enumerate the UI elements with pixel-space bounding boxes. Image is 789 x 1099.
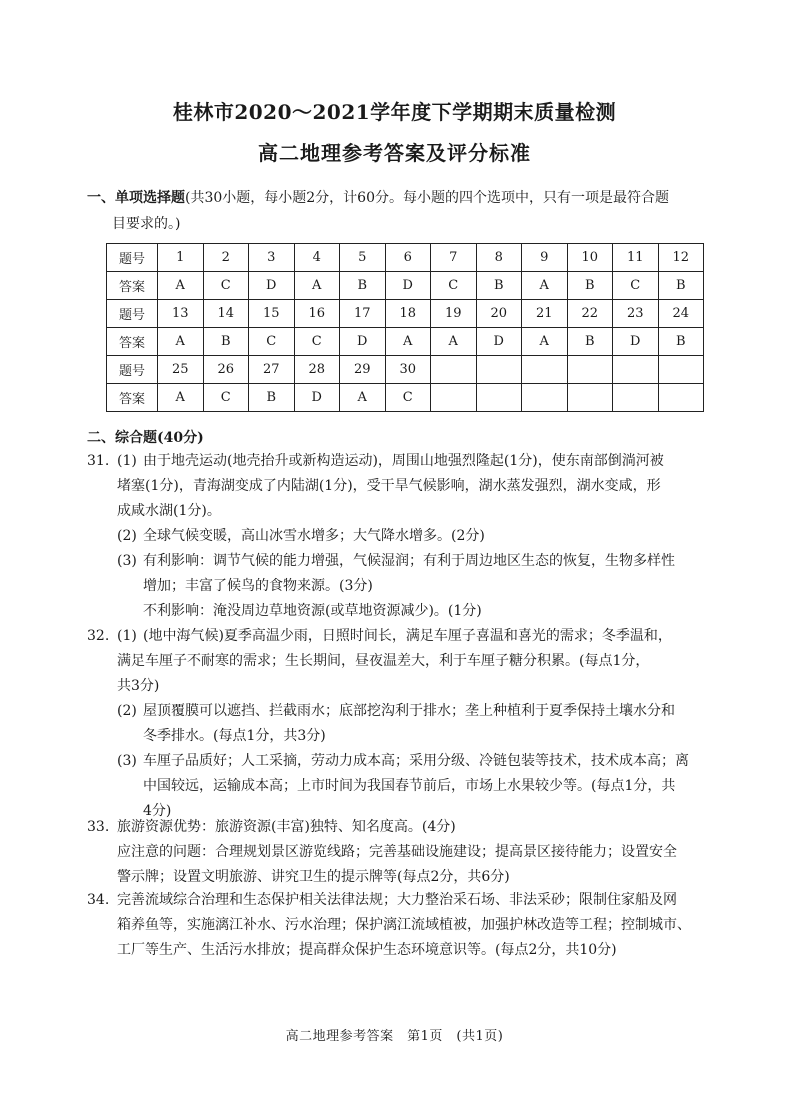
exam-subtitle: 高二地理参考答案及评分标准 [258, 141, 531, 165]
part-number: (2) [117, 703, 137, 719]
table-cell: B [249, 384, 295, 412]
answer-line: 屋顶覆膜可以遮挡、拦截雨水；底部挖沟利于排水；垄上种植利于夏季保持土壤水分和 [143, 703, 675, 719]
table-row-question-numbers [107, 300, 704, 328]
answer-line: 应注意的问题：合理规划景区游览线路；完善基础设施建设；提高景区接待能力；设置安全 [117, 844, 677, 860]
table-cell: C [613, 272, 659, 300]
table-cell: 15 [249, 300, 295, 328]
table-cell: D [249, 272, 295, 300]
table-cell [613, 356, 659, 384]
table-cell: B [203, 328, 249, 356]
table-cell: 14 [203, 300, 249, 328]
table-cell: D [385, 272, 431, 300]
table-cell: B [476, 272, 522, 300]
table-cell: 30 [385, 356, 431, 384]
answer-line: 增加；丰富了候鸟的食物来源。(3分) [143, 578, 373, 594]
table-row-header: 答案 [107, 384, 158, 412]
section-comprehensive-heading: 二、综合题(40分) [87, 430, 204, 446]
section-choice-desc-line1: (共30小题，每小题2分，计60分。每小题的四个选项中，只有一项是最符合题 [185, 190, 669, 206]
table-cell: B [658, 272, 704, 300]
table-row-header: 答案 [107, 328, 158, 356]
table-cell: A [340, 384, 386, 412]
table-cell [431, 356, 477, 384]
table-cell: 4 [294, 244, 340, 272]
answer-line: 旅游资源优势：旅游资源(丰富)独特、知名度高。(4分) [117, 819, 456, 835]
table-cell: C [203, 384, 249, 412]
table-cell: D [340, 328, 386, 356]
table-cell: 24 [658, 300, 704, 328]
answer-line: 冬季排水。(每点1分，共3分) [143, 728, 326, 744]
exam-title: 桂林市2020～2021学年度下学期期末质量检测 [172, 100, 617, 124]
answer-line: 箱养鱼等，实施漓江补水、污水治理；保护漓江流域植被，加强护林改造等工程；控制城市、 [117, 917, 691, 933]
answer-line: 4分) [143, 803, 172, 819]
question-number: 34. [87, 892, 110, 908]
question-number: 33. [87, 819, 110, 835]
table-cell [522, 384, 568, 412]
table-cell: A [294, 272, 340, 300]
part-number: (3) [117, 553, 137, 569]
table-cell: C [203, 272, 249, 300]
table-cell: B [567, 272, 613, 300]
table-cell: A [385, 328, 431, 356]
answer-line: 警示牌；设置文明旅游、讲究卫生的提示牌等(每点2分，共6分) [117, 869, 510, 885]
table-cell [476, 356, 522, 384]
answer-line: 工厂等生产、生活污水排放；提高群众保护生态环境意识等。(每点2分，共10分) [117, 942, 617, 958]
table-cell: 16 [294, 300, 340, 328]
table-row-header: 答案 [107, 272, 158, 300]
table-cell: C [385, 384, 431, 412]
page-footer: 高二地理参考答案 第1页 (共1页) [285, 1029, 504, 1044]
table-cell: 28 [294, 356, 340, 384]
table-cell: 27 [249, 356, 295, 384]
section-choice-desc-line2: 目要求的。) [112, 216, 181, 232]
table-cell: C [249, 328, 295, 356]
question-31 [87, 449, 727, 624]
table-cell: 19 [431, 300, 477, 328]
table-cell: A [522, 272, 568, 300]
section-choice-heading: 一、单项选择题 [87, 190, 185, 206]
table-cell: 21 [522, 300, 568, 328]
table-cell: 22 [567, 300, 613, 328]
table-cell: 9 [522, 244, 568, 272]
question-32 [87, 624, 727, 824]
question-34 [87, 888, 727, 963]
part-number: (2) [117, 528, 137, 544]
answer-line: 由于地壳运动(地壳抬升或新构造运动)，周围山地强烈隆起(1分)，使东南部倒淌河被 [143, 453, 664, 469]
table-cell: 23 [613, 300, 659, 328]
part-number: (3) [117, 753, 137, 769]
answer-line: (地中海气候)夏季高温少雨，日照时间长，满足车厘子喜温和喜光的需求；冬季温和， [143, 628, 672, 644]
answer-line: 有利影响：调节气候的能力增强，气候湿润；有利于周边地区生态的恢复，生物多样性 [143, 553, 675, 569]
table-cell: 13 [158, 300, 204, 328]
table-row-question-numbers [107, 244, 704, 272]
answer-line: 成咸水湖(1分)。 [117, 503, 221, 519]
table-cell [567, 356, 613, 384]
table-row-answers [107, 384, 704, 412]
table-cell [522, 356, 568, 384]
table-cell: 12 [658, 244, 704, 272]
answer-line: 中国较远，运输成本高；上市时间为我国春节前后，市场上水果较少等。(每点1分，共 [143, 778, 676, 794]
answer-line: 共3分) [117, 678, 160, 694]
table-cell: B [567, 328, 613, 356]
table-cell: C [431, 272, 477, 300]
table-cell: 8 [476, 244, 522, 272]
answer-line: 堵塞(1分)，青海湖变成了内陆湖(1分)，受干旱气候影响，湖水蒸发强烈，湖水变咸，形 [117, 478, 661, 494]
section-choice-intro [87, 185, 717, 237]
table-cell [613, 384, 659, 412]
question-number: 31. [87, 453, 110, 469]
part-number: (1) [117, 628, 137, 644]
table-cell: D [294, 384, 340, 412]
part-number: (1) [117, 453, 137, 469]
table-cell: 18 [385, 300, 431, 328]
table-cell [476, 384, 522, 412]
table-cell: B [340, 272, 386, 300]
table-cell: D [613, 328, 659, 356]
table-row-header: 题号 [107, 356, 158, 384]
answer-line: 全球气候变暖，高山冰雪水增多；大气降水增多。(2分) [143, 528, 485, 544]
table-row-question-numbers [107, 356, 704, 384]
table-cell: 10 [567, 244, 613, 272]
answer-line: 完善流域综合治理和生态保护相关法律法规；大力整治采石场、非法采砂；限制住家船及网 [117, 892, 677, 908]
table-cell: A [431, 328, 477, 356]
table-row-header: 题号 [107, 244, 158, 272]
table-cell: 2 [203, 244, 249, 272]
table-cell [567, 384, 613, 412]
table-cell: 25 [158, 356, 204, 384]
table-cell: B [658, 328, 704, 356]
table-cell: A [522, 328, 568, 356]
table-cell: 7 [431, 244, 477, 272]
question-33 [87, 815, 727, 890]
table-cell [658, 384, 704, 412]
table-cell: 29 [340, 356, 386, 384]
table-cell: 5 [340, 244, 386, 272]
question-number: 32. [87, 628, 110, 644]
table-cell: 17 [340, 300, 386, 328]
table-cell: 3 [249, 244, 295, 272]
table-cell: A [158, 384, 204, 412]
table-cell: 20 [476, 300, 522, 328]
table-cell: D [476, 328, 522, 356]
table-row-header: 题号 [107, 300, 158, 328]
table-cell: A [158, 328, 204, 356]
table-cell: 6 [385, 244, 431, 272]
answer-line: 车厘子品质好；人工采摘，劳动力成本高；采用分级、冷链包装等技术，技术成本高；离 [143, 753, 689, 769]
answer-line: 不利影响：淹没周边草地资源(或草地资源减少)。(1分) [143, 603, 482, 619]
answer-table [106, 243, 704, 412]
table-cell: 11 [613, 244, 659, 272]
table-cell: A [158, 272, 204, 300]
table-cell: 1 [158, 244, 204, 272]
table-cell: C [294, 328, 340, 356]
table-row-answers [107, 272, 704, 300]
table-cell [431, 384, 477, 412]
table-cell: 26 [203, 356, 249, 384]
table-cell [658, 356, 704, 384]
table-row-answers [107, 328, 704, 356]
answer-line: 满足车厘子不耐寒的需求；生长期间，昼夜温差大，利于车厘子糖分积累。(每点1分， [117, 653, 650, 669]
